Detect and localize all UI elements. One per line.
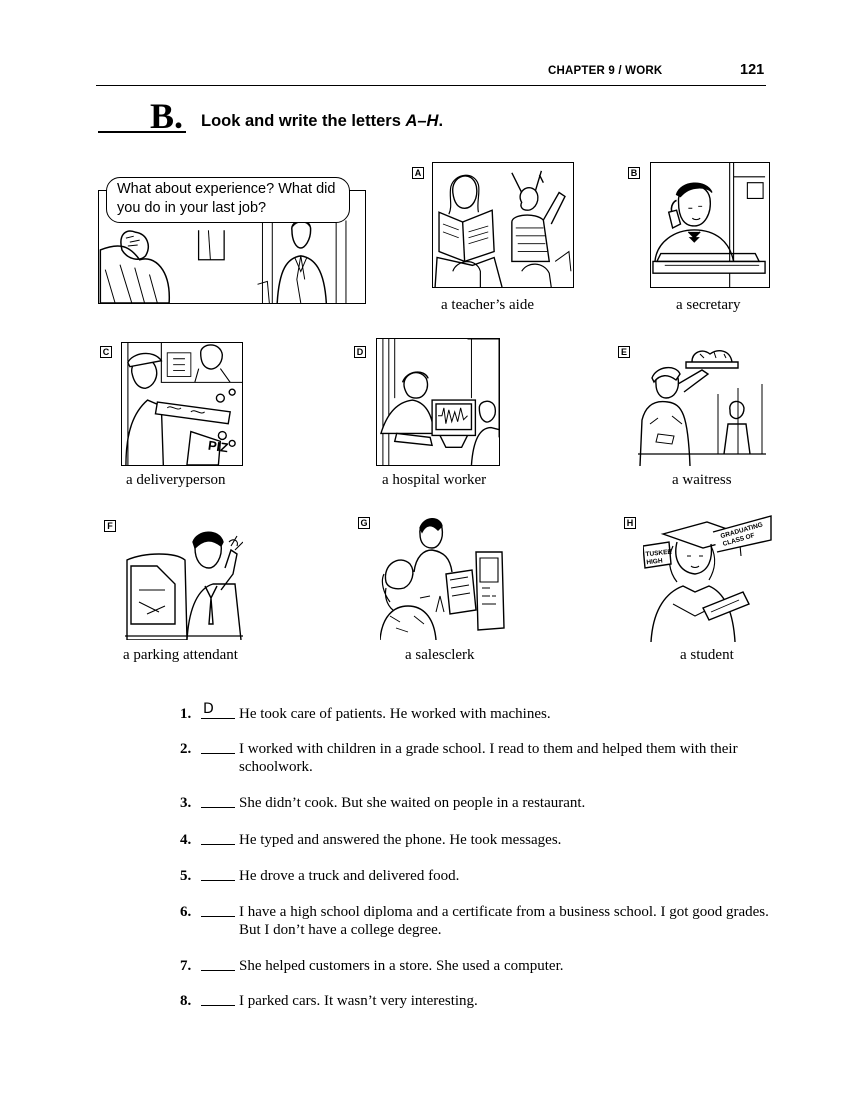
answer-blank[interactable] bbox=[201, 807, 235, 808]
answer-blank[interactable] bbox=[201, 916, 235, 917]
caption-a: a teacher’s aide bbox=[441, 297, 534, 313]
picture-waitress bbox=[638, 344, 766, 466]
answer-blank[interactable] bbox=[201, 753, 235, 754]
label-box-c: C bbox=[100, 346, 112, 358]
chapter-title: CHAPTER 9 / WORK bbox=[548, 65, 663, 77]
picture-student bbox=[643, 512, 773, 642]
label-box-a: A bbox=[412, 167, 424, 179]
pizza-box-text: PIZ bbox=[207, 437, 230, 456]
picture-deliveryperson bbox=[121, 342, 243, 466]
caption-c: a deliveryperson bbox=[126, 472, 226, 488]
caption-f: a parking attendant bbox=[123, 647, 238, 663]
answer-blank[interactable] bbox=[201, 1005, 235, 1006]
picture-secretary bbox=[650, 162, 770, 288]
label-box-h: H bbox=[624, 517, 636, 529]
answer-blank[interactable] bbox=[201, 880, 235, 881]
caption-d: a hospital worker bbox=[382, 472, 487, 488]
label-box-b: B bbox=[628, 167, 640, 179]
answer-blank[interactable] bbox=[201, 718, 235, 719]
label-box-f: F bbox=[104, 520, 116, 532]
school-sign-text: TUSKEE HIGH bbox=[645, 548, 673, 567]
picture-teachers-aide bbox=[432, 162, 574, 288]
header-rule bbox=[96, 85, 766, 86]
caption-b: a secretary bbox=[676, 297, 741, 313]
caption-h: a student bbox=[680, 647, 734, 663]
answer-blank[interactable] bbox=[201, 970, 235, 971]
caption-g: a salesclerk bbox=[405, 647, 475, 663]
graduation-banner-text: GRADUATING CLASS OF bbox=[719, 521, 764, 548]
page-header bbox=[96, 63, 766, 85]
section-letter: B. bbox=[150, 96, 184, 136]
speech-bubble: What about experience? What did you do in your last job? bbox=[106, 177, 350, 223]
picture-salesclerk bbox=[380, 512, 506, 640]
label-box-d: D bbox=[354, 346, 366, 358]
label-box-e: E bbox=[618, 346, 630, 358]
section-instruction: Look and write the letters A–H. bbox=[201, 112, 444, 130]
label-box-g: G bbox=[358, 517, 370, 529]
picture-hospital-worker bbox=[376, 338, 500, 466]
picture-parking-attendant bbox=[125, 524, 243, 640]
answer-blank[interactable] bbox=[201, 844, 235, 845]
caption-e: a waitress bbox=[672, 472, 732, 488]
page-number: 121 bbox=[740, 62, 765, 78]
handwritten-answer: D bbox=[203, 701, 214, 717]
